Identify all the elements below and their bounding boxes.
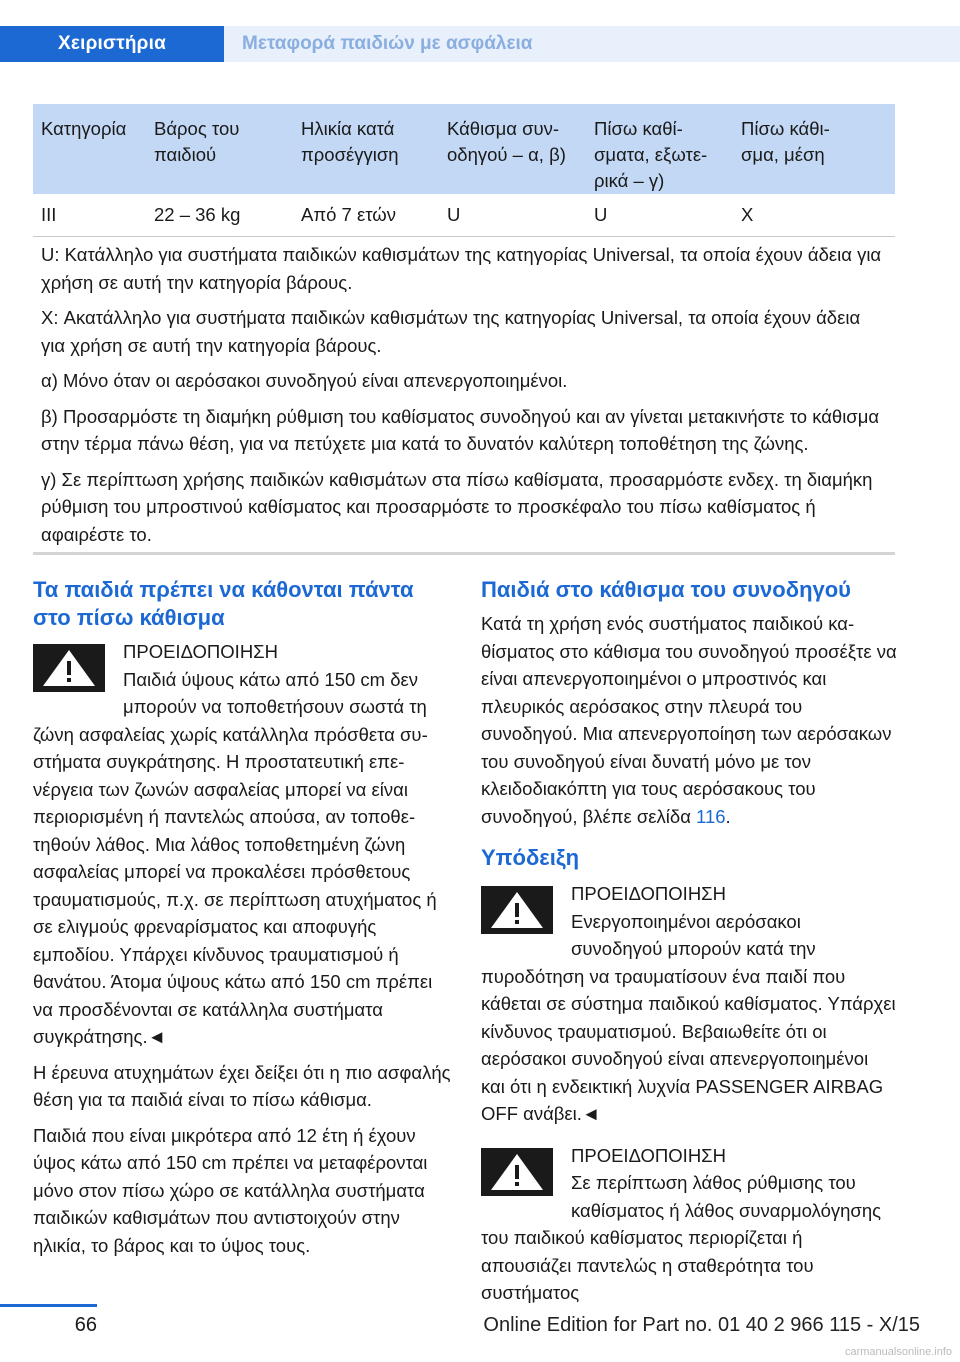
subheading-note: Υπόδειξη xyxy=(481,845,580,870)
left-column xyxy=(33,576,453,1267)
section-divider xyxy=(33,552,895,555)
header-text: παιδιού xyxy=(154,144,217,165)
footer-accent-line xyxy=(0,1304,97,1307)
page-reference-link[interactable]: 116 xyxy=(696,805,726,827)
page-header xyxy=(0,0,960,62)
header-text: Πίσω καθί- xyxy=(594,118,683,139)
paragraph xyxy=(481,610,897,830)
header-text: προσέγγιση xyxy=(301,144,399,165)
header-rear-outer xyxy=(594,116,741,194)
header-text: Πίσω κάθι- xyxy=(741,118,830,139)
table-cell: Από 7 ετών xyxy=(301,204,396,225)
header-text: Βάρος του xyxy=(154,118,240,139)
header-text: Ηλικία κατά xyxy=(301,118,395,139)
warning-block xyxy=(33,638,453,1051)
note-a: α) Μόνο όταν οι αερόσακοι συνοδηγού είναι απενεργοποιημένοι. xyxy=(41,370,568,391)
header-category xyxy=(33,116,154,194)
note-u: U: Κατάλληλο για συστήματα παιδικών καθισμάτων της κατηγορίας Universal, τα οποία έχουν άδεια για χρήση σε αυτή την κατηγορία βάρους. xyxy=(41,244,882,293)
paragraph: Η έρευνα ατυχημάτων έχει δείξει ότι η πιο ασφαλής θέση για τα παιδιά είναι το πίσω κάθισμα. xyxy=(33,1061,451,1110)
paragraph-text: Κατά τη χρήση ενός συστήματος παιδικού καθίσματος στο κάθισμα του συνοδηγού προσέξτε να είναι απενεργοποιημένοι ο μπροστινός και πλευρικός αερόσακος στην πλευρά του συνοδηγού. Μια απενεργοποίηση των αερόσακων του συνοδηγού είναι δυνατή μόνο με τον κλειδοδιακόπτη για τους αερόσακους του συνοδηγού, βλέπε σελίδα xyxy=(481,613,897,827)
header-passenger-seat xyxy=(447,116,594,194)
warning-text: Ενεργοποιημένοι αερόσακοι συνοδηγού μπορούν κατά την πυροδότηση να τραυματίσουν ένα παιδί που κάθεται σε σύστημα παιδικού καθίσματος. Υπάρχει κίνδυνος τραυματισμού. Βεβαιωθείτε ότι οι αερόσακοι συνοδηγού είναι απενεργοποιημένοι και ότι η ενδεικτική λυχνία PASSENGER AIRBAG OFF ανάβει.◄ xyxy=(481,910,896,1124)
header-age xyxy=(301,116,447,194)
header-text: Κάθισμα συν- xyxy=(447,118,560,139)
watermark: carmanualsonline.info xyxy=(844,1346,952,1358)
paragraph: Παιδιά που είναι μικρότερα από 12 έτη ή έχουν ύψος κάτω από 150 cm πρέπει να μεταφέρονται μόνο στον πίσω χώρο σε κατάλληλα συστήματα παιδικών καθισμάτων που αντιστοιχούν στην ηλικία, το βάρος και το ύψος τους. xyxy=(33,1124,428,1256)
paragraph-text: . xyxy=(725,805,731,827)
warning-triangle-icon xyxy=(481,886,553,934)
page-number: 66 xyxy=(74,1314,97,1336)
edition-info: Online Edition for Part no. 01 40 2 966 115 - X/15 xyxy=(483,1314,920,1336)
warning-text: Παιδιά ύψους κάτω από 150 cm δεν μπορούν να τοποθετήσουν σωστά τη ζώνη ασφαλείας χωρίς κατάλληλα πρόσθετα συστήματα συγκράτησης. Η προστατευτική επενέργεια των ζωνών ασφαλείας μπορεί να είναι περιορισμένη ή παντελώς απούσα, αν τοποθετηθούν λάθος. Μια λάθος τοποθετημένη ζώνη ασφαλείας μπορεί να προκαλέσει πρόσθετους τραυματισμούς, π.χ. σε περίπτωση ατυχήματος ή σε ελιγμούς φρεναρίσματος και αποφυγής εμποδίου. Υπάρχει κίνδυνος τραυματισμού ή θανάτου. Άτομα ύψους κάτω από 150 cm πρέπει να προσδένονται σε κατάλληλα συστήματα συγκράτησης.◄ xyxy=(33,668,437,1047)
table-cell: III xyxy=(41,204,57,225)
note-c: γ) Σε περίπτωση χρήσης παιδικών καθισμάτων στα πίσω καθίσματα, προσαρμόστε ενδεχ. τη διαμήκη ρύθμιση του μπροστινού καθίσματος και προσαρμόστε το προσκέφαλο του πίσω καθίσματος ή αφαιρέστε το. xyxy=(41,468,873,545)
tab-child-transport[interactable]: Μεταφορά παιδιών με ασφάλεια xyxy=(224,26,960,62)
header-rear-middle xyxy=(741,116,895,194)
right-column xyxy=(481,576,897,1315)
warning-block xyxy=(481,1142,897,1307)
table-cell: U xyxy=(447,204,461,225)
header-text: ρικά – γ) xyxy=(594,170,665,191)
header-text: Κατηγορία xyxy=(41,118,127,139)
warning-title: ΠΡΟΕΙΔΟΠΟΙΗΣΗ xyxy=(123,641,278,662)
warning-text: Σε περίπτωση λάθος ρύθμισης του καθίσματος ή λάθος συναρμολόγησης του παιδικού καθίσματος περιορίζεται ή απουσιάζει παντελώς η σταθερότητα του συστήματος xyxy=(481,1172,882,1303)
warning-title: ΠΡΟΕΙΔΟΠΟΙΗΣΗ xyxy=(571,1144,726,1166)
child-seat-table xyxy=(33,104,895,556)
header-weight xyxy=(154,116,301,194)
section-heading-passenger-seat: Παιδιά στο κάθισμα του συνοδηγού xyxy=(481,577,851,602)
table-notes xyxy=(33,237,895,548)
warning-title: ΠΡΟΕΙΔΟΠΟΙΗΣΗ xyxy=(571,883,726,904)
warning-triangle-icon xyxy=(481,1148,553,1196)
note-b: β) Προσαρμόστε τη διαμήκη ρύθμιση του καθίσματος συνοδηγού και αν γίνεται μετακινήστε το κάθισμα στην τέρμα πάνω θέση, για να πετύχετε μια κατά το δυνατόν καλύτερη τοποθέτηση της ζώνης. xyxy=(41,405,880,454)
table-header-row xyxy=(33,104,895,194)
tab-controls[interactable]: Χειριστήρια xyxy=(0,26,224,62)
header-text: σματα, εξωτε- xyxy=(594,144,708,165)
table-cell: U xyxy=(594,204,608,225)
table-cell: 22 – 36 kg xyxy=(154,204,241,225)
section-heading-rear-seat: Τα παιδιά πρέπει να κάθονται πάντα στο πίσω κάθισμα xyxy=(33,577,414,630)
table-cell: X xyxy=(741,204,754,225)
note-x: X: Ακατάλληλο για συστήματα παιδικών καθισμάτων της κατηγορίας Universal, τα οποία έχουν άδεια για χρήση σε αυτή την κατηγορία βάρους. xyxy=(41,307,861,356)
warning-block xyxy=(481,880,897,1128)
header-text: σμα, μέση xyxy=(741,144,825,165)
table-row xyxy=(33,194,895,237)
warning-triangle-icon xyxy=(33,644,105,692)
header-text: οδηγού – α, β) xyxy=(447,144,566,165)
